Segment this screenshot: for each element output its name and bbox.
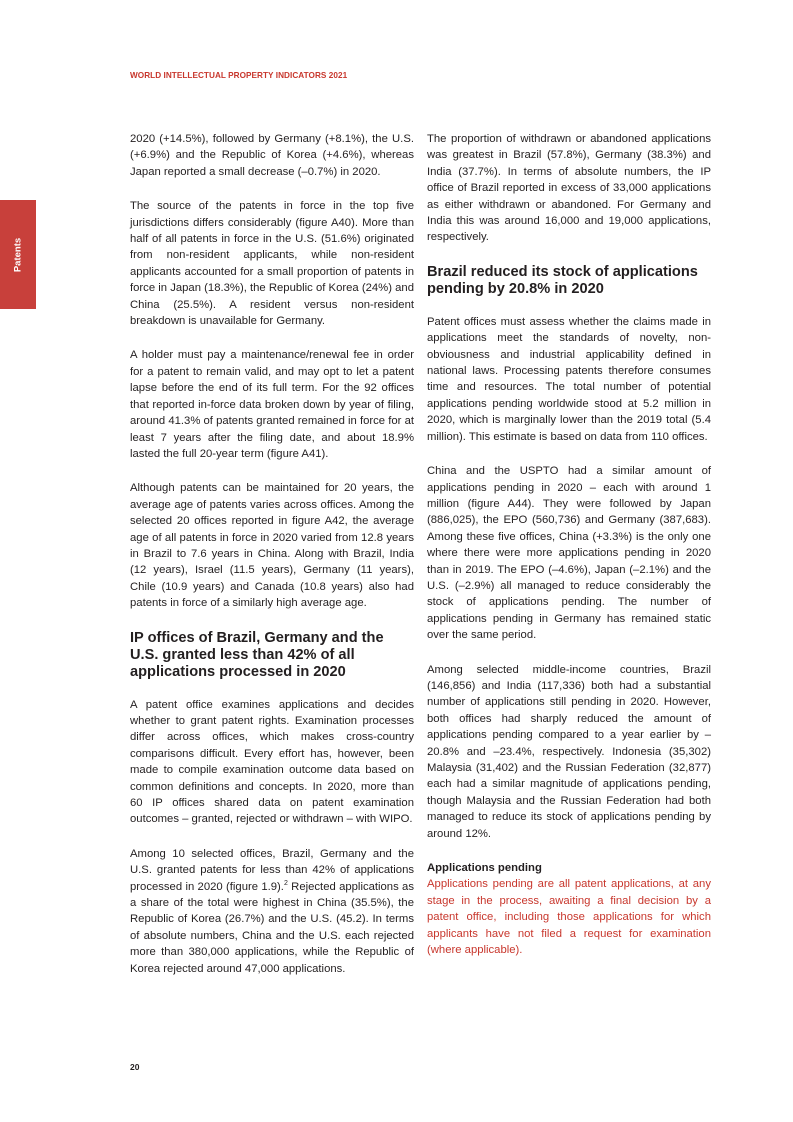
page-number: 20 bbox=[130, 1062, 140, 1072]
footnote-marker: 2 bbox=[283, 879, 288, 887]
paragraph: The source of the patents in force in the top five jurisdictions differs considerably (figure A40). More than half of all patents in force in the U.S. (51.6%) originated from non-resident applicants, while non-resident applicants accounted for a small proportion of patents in force in Japan (18.3%), the Republic of Korea (24%) and China (25.5%). A resident versus non-resident breakdown is unavailable for Germany. bbox=[130, 200, 414, 328]
paragraph: Although patents can be maintained for 20 years, the average age of patents varies across offices. Among the selected 20 offices reported in figure A42, the average age of all patents in force in 2020 varied from 12.8 years in Brazil to 7.6 years in China. Along with Brazil, India (12 years), Israel (11.5 years), Germany (11 years), Chile (10.9 years) and Canada (10.8 years) also had patents in force of a similarly high average age. bbox=[130, 482, 414, 610]
paragraph-text: Rejected applications as a share of the total were highest in China (35.5%), the Republic of Korea (26.7%) and the U.S. (45.2). In terms of absolute numbers, China and the U.S. each rejected more than 380,000 applications, while the Republic of Korea rejected around 47,000 applications. bbox=[130, 880, 414, 975]
paragraph: A patent office examines applications and decides whether to grant patent rights. Examination processes differ across offices, which makes cross-country comparisons difficult. Every effort has, however, been made to compile examination outcome data based on common definitions and concepts. In 2020, more than 60 IP offices shared data on patent examination outcomes – granted, rejected or withdrawn – with WIPO. bbox=[130, 698, 414, 826]
section-tab-label: Patents bbox=[12, 237, 24, 273]
left-column bbox=[130, 131, 414, 995]
paragraph bbox=[130, 846, 414, 977]
paragraph: Patent offices must assess whether the claims made in applications meet the standards of novelty, non-obviousness and industrial applicability defined in national laws. Processing patents therefore consumes time and resources. The total number of potential applications pending worldwide stood at 5.2 million in 2020, which is marginally lower than the 2019 total (5.4 million). This estimate is based on data from 110 offices. bbox=[427, 315, 711, 443]
paragraph: China and the USPTO had a similar amount of applications pending in 2020 – each with around 1 million (figure A44). They were followed by Japan (886,025), the EPO (560,736) and Germany (387,683). Among these five offices, China (+3.3%) is the only one where there were more applications pending in 2020 than in 2019. The EPO (–4.6%), Japan (–2.1%) and the U.S. (–2.9%) all managed to reduce considerably the stock of applications pending. The number of applications pending in Germany has remained static over the same period. bbox=[427, 465, 711, 642]
definition-text: Applications pending are all patent applications, at any stage in the process, awaiting a final decision by a patent office, including those applications for which applicants have not filed a request for examination (where applicable). bbox=[427, 878, 711, 957]
right-column bbox=[427, 131, 711, 976]
paragraph: Among selected middle-income countries, Brazil (146,856) and India (117,336) both had a substantial number of applications still pending in 2020. However, both offices had sharply reduced the amount of applications pending compared to a year earlier by –20.8% and –23.4%, respectively. Indonesia (35,302) Malaysia (31,402) and the Russian Federation (32,877) each had a similar magnitude of applications pending, though Malaysia and the Russian Federation had both managed to reduce its stock of applications pending by around 12%. bbox=[427, 663, 711, 840]
running-header: WORLD INTELLECTUAL PROPERTY INDICATORS 2021 bbox=[130, 71, 348, 80]
paragraph: A holder must pay a maintenance/renewal fee in order for a patent to remain valid, and may opt to let a patent lapse before the end of its full term. For the 92 offices that reported in-force data broken down by year of filing, around 41.3% of patents granted remained in force for at least 7 years after the filing date, and about 18.9% lasted the full 20-year term (figure A41). bbox=[130, 349, 414, 460]
section-heading: Brazil reduced its stock of applications pending by 20.8% in 2020 bbox=[427, 263, 698, 297]
definition-title: Applications pending bbox=[427, 862, 542, 875]
paragraph-text: Among 10 selected offices, Brazil, Germany and the U.S. granted patents for less than 42% of applications processed in 2020 (figure 1.9). bbox=[130, 847, 414, 893]
paragraph: The proportion of withdrawn or abandoned applications was greatest in Brazil (57.8%), Germany (38.3%) and India (37.7%). In terms of absolute numbers, the IP office of Brazil reported in excess of 33,000 applications as either withdrawn or abandoned. For Germany and India this was around 16,000 and 19,000 applications, respectively. bbox=[427, 133, 711, 244]
paragraph: 2020 (+14.5%), followed by Germany (+8.1%), the U.S. (+6.9%) and the Republic of Korea (+4.6%), whereas Japan reported a small decrease (–0.7%) in 2020. bbox=[130, 133, 414, 178]
section-heading: IP offices of Brazil, Germany and the U.S. granted less than 42% of all applications processed in 2020 bbox=[130, 629, 384, 680]
